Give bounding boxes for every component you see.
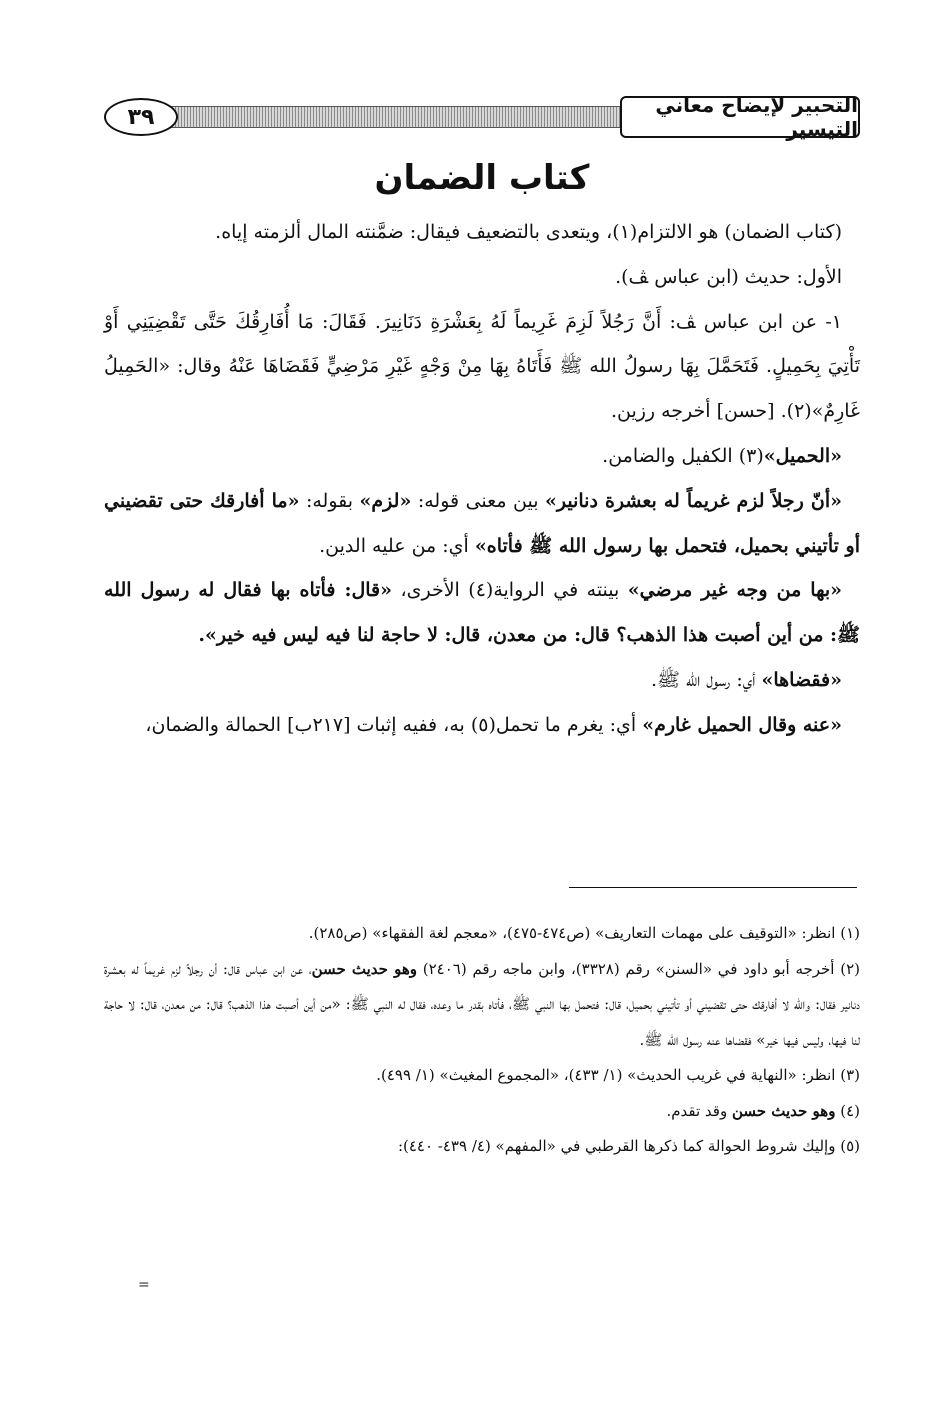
paragraph-first-hadith-label: الأول: حديث (ابن عباس ﭫ). [615,265,842,288]
quote-5: «قال: فأتاه بها فقال له رسول الله ﷺ: من أين أصبت هذا الذهب؟ قال: من معدن، قال: لا حاجة لنا فيه ليس فيه خير». [104,579,860,647]
footnote-divider [569,887,857,888]
paragraph-explanation-2 [104,568,860,658]
footnote-2-grade: وهو حديث حسن [311,959,418,978]
text-2: بقوله: [299,489,360,512]
quote-4: «بها من وجه غير مرضي» [627,579,843,602]
quote-2: «لزم» [359,489,412,512]
footnote-2-start: (٢) أخرجه أبو داود في «السنن» رقم (٣٣٢٨)، وابن ماجه رقم (٢٤٠٦) [417,959,860,978]
quote-3: «ما أفارقك حتى تقضيني أو تأتيني بحميل، فتحمل بها رسول الله ﷺ فأتاه» [104,489,860,557]
paragraph-explanation-1 [104,479,860,569]
footnote-5: (٥) وإليك شروط الحوالة كما ذكرها القرطبي في «المفهم» (٤/ ٤٣٩- ٤٤٠): [397,1137,860,1155]
footnote-4-rest: وقد تقدم. [666,1101,732,1120]
quote-7: «عنه وقال الحميل غارم» [642,713,842,736]
running-header [104,93,860,141]
page-mark: = [138,1277,150,1293]
paragraph-definition: (كتاب الضمان) هو الالتزام(١)، ويتعدى بالتضعيف فيقال: ضمَّنته المال ألزمته إياه. [215,221,842,243]
text-6: أي: يغرم ما تحمل(٥) به، ففيه إثبات [٢١٧ب] الحمالة والضمان، [145,713,643,736]
footnote-1: (١) انظر: «التوقيف على مهمات التعاريف» (ص٤٧٤-٤٧٥)، «معجم لغة الفقهاء» (ص٢٨٥). [308,924,860,942]
quote-1: «أنّ رجلاً لزم غريماً له بعشرة دنانير» [544,489,842,512]
footnote-4 [104,1094,860,1130]
paragraph-hamil [104,434,860,479]
quote-6: «فقضاها» [761,668,842,691]
footnote-4-number: (٤) [835,1101,860,1120]
text-1: بين معنى قوله: [411,489,545,512]
page-number: ٣٩ [104,98,178,136]
paragraph-explanation-3 [104,658,860,703]
chapter-title: كتاب الضمان [374,158,590,198]
footnote-2 [104,952,860,1059]
footnotes [104,916,860,1165]
text-5: أي: رسول الله ﷺ. [651,668,762,691]
hamil-explanation: (٣) الكفيل والضامن. [602,444,764,467]
header-band [166,106,620,128]
footnote-2-rest: ، عن ابن عباس قال: أن رجلاً لزم غريماً له بعشرة دنانير فقال: والله لا أفارقك حتى تقضيني أو تأتيني بحميل، قال: فتحمل بها النبي ﷺ، فأتاه بقدر ما وعده، فقال له النبي ﷺ: «من أين أصبت هذا الذهب؟ قال: من معدن، قال: لا حاجة لنا فيها، وليس فيها خير» فقضاها عنه رسول الله ﷺ. [104,959,860,1049]
text-3: أي: من عليه الدين. [319,534,475,557]
footnote-4-grade: وهو حديث حسن [731,1101,836,1120]
text-4: بينته في الرواية(٤) الأخرى، [392,579,628,602]
paragraph-hadith: ١- عن ابن عباس ﭫ: أَنَّ رَجُلاً لَزِمَ غَرِيماً لَهُ بِعَشْرَةِ دَنَانِيرَ. فَقَالَ: مَا أُفَارِقُكَ حَتَّى تَقْضِيَنِي أَوْ تَأْتِيَ بِحَمِيلٍ. فَتَحَمَّلَ بِهَا رسولُ الله ﷺ فَأَتَاهُ بِهَا مِنْ وَجْهٍ غَيْرِ مَرْضِيٍّ فَقَضَاهَا عَنْهُ وقال: «الحَمِيلُ غَارِمٌ»(٢). [حسن] أخرجه رزين. [104,310,860,423]
term-hamil: «الحميل» [763,444,842,467]
book-title: التحبير لإيضاح معاني التيسير [620,96,860,138]
footnote-3: (٣) انظر: «النهاية في غريب الحديث» (١/ ٤٣٣)، «المجموع المغيث» (١/ ٤٩٩). [376,1066,860,1084]
paragraph-explanation-4 [104,703,860,748]
main-text [104,210,860,748]
